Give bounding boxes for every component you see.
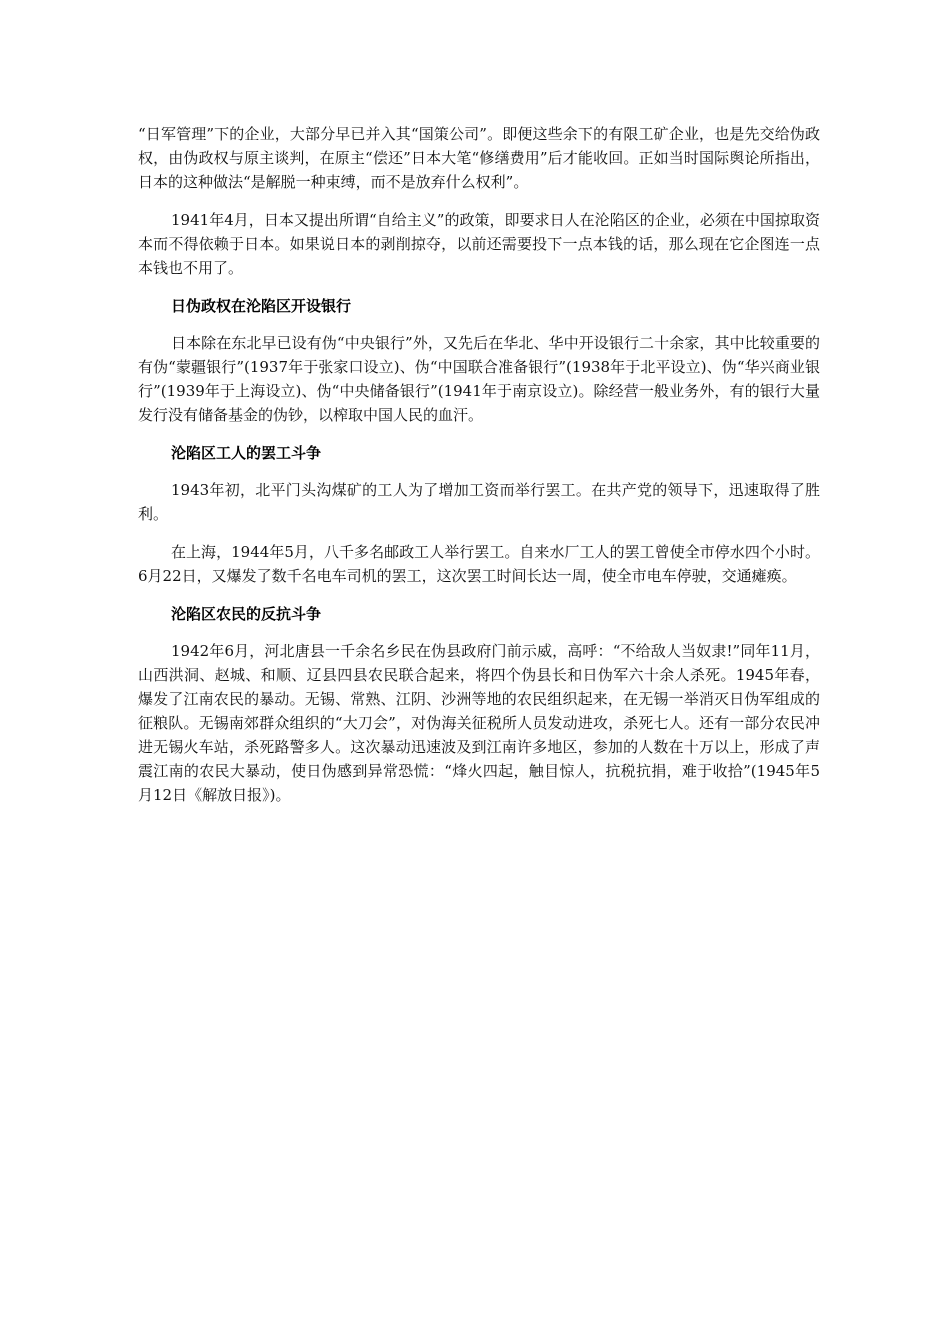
section-heading-peasant-resistance: 沦陷区农民的反抗斗争 — [171, 605, 322, 623]
document-page — [138, 122, 820, 821]
section-heading-worker-strikes: 沦陷区工人的罢工斗争 — [171, 444, 322, 462]
paragraph-puppet-banks: 日本除在东北早已设有伪“中央银行”外，又先后在华北、华中开设银行二十余家，其中比较重要的有伪“蒙疆银行”(1937年于张家口设立)、伪“中国联合准备银行”(1938年于北平设立)、伪“华兴商业银行”(1939年于上海设立)、伪“中央储备银行”(1941年于南京设立)。除经营一般业务外，有的银行大量发行没有储备基金的伪钞，以榨取中国人民的血汗。 — [138, 334, 820, 424]
paragraph-self-sufficiency-policy: 1941年4月，日本又提出所谓“自给主义”的政策，即要求日人在沦陷区的企业，必须在中国掠取资本而不得依赖于日本。如果说日本的剥削掠夺，以前还需要投下一点本钱的话，那么现在它企图连一点本钱也不用了。 — [138, 211, 820, 277]
section-heading-banks: 日伪政权在沦陷区开设银行 — [171, 297, 352, 315]
paragraph-japanese-managed-enterprises: “日军管理”下的企业，大部分早已并入其“国策公司”。即便这些余下的有限工矿企业，也是先交给伪政权，由伪政权与原主谈判，在原主“偿还”日本大笔“修缮费用”后才能收回。正如当时国际舆论所指出，日本的这种做法“是解脱一种束缚，而不是放弃什么权利”。 — [138, 125, 820, 191]
paragraph-mentougou-strike: 1943年初，北平门头沟煤矿的工人为了增加工资而举行罢工。在共产党的领导下，迅速取得了胜利。 — [138, 481, 820, 523]
paragraph-shanghai-strikes: 在上海，1944年5月，八千多名邮政工人举行罢工。自来水厂工人的罢工曾使全市停水四个小时。6月22日，又爆发了数千名电车司机的罢工，这次罢工时间长达一周，使全市电车停驶，交通瘫痪。 — [138, 543, 820, 585]
paragraph-peasant-uprisings: 1942年6月，河北唐县一千余名乡民在伪县政府门前示威，高呼：“不给敌人当奴隶!”同年11月，山西洪洞、赵城、和顺、辽县四县农民联合起来，将四个伪县长和日伪军六十余人杀死。1945年春，爆发了江南农民的暴动。无锡、常熟、江阴、沙洲等地的农民组织起来，在无锡一举消灭日伪军组成的征粮队。无锡南郊群众组织的“大刀会”，对伪海关征税所人员发动进攻，杀死七人。还有一部分农民冲进无锡火车站，杀死路警多人。这次暴动迅速波及到江南许多地区，参加的人数在十万以上，形成了声震江南的农民大暴动，使日伪感到异常恐慌：“烽火四起，触目惊人，抗税抗捐，难于收拾”(1945年5月12日《解放日报》)。 — [138, 642, 820, 804]
